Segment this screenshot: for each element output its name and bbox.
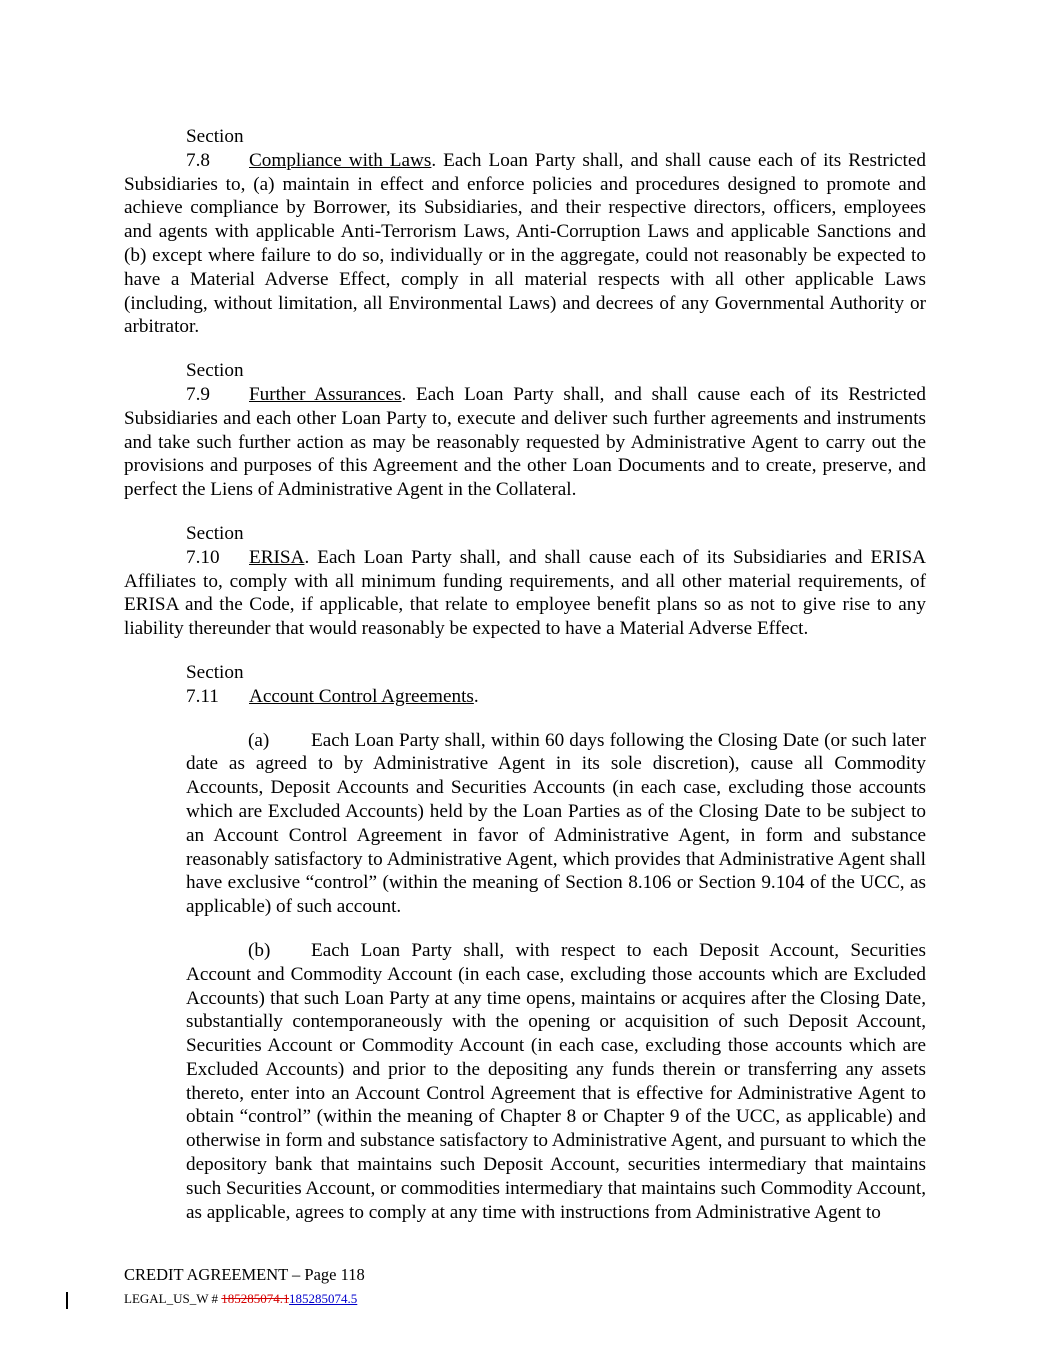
section-heading: Further Assurances — [249, 383, 402, 405]
footer-title: CREDIT AGREEMENT – Page 118 — [124, 1265, 365, 1284]
section-7-8 — [124, 125, 926, 339]
section-number: Section 7.11 — [186, 661, 244, 707]
document-id-inserted: 185285074.5 — [289, 1291, 358, 1306]
section-number: Section 7.10 — [186, 522, 244, 568]
subsection-text: Each Loan Party shall, with respect to each Deposit Account, Securities Account and Commodity Account (in each case, excluding those accounts which are Excluded Accounts) that such Loan Party at any time opens, maintains or acquires after the Closing Date, substantially contemporaneously with the opening or acquisition of such Deposit Account, Securities Account or Commodity Account (in each case, excluding those accounts which are Excluded Accounts) and prior to the depositing any funds therein or transferring any assets thereto, enter into an Account Control Agreement that is effective for Administrative Agent to obtain “control” (within the meaning of Chapter 8 or Chapter 9 of the UCC, as applicable) and otherwise in form and substance satisfactory to Administrative Agent, and pursuant to which the depository bank that maintains such Deposit Account, securities intermediary that maintains such Securities Account, or commodities intermediary that maintains such Commodity Account, as applicable, agrees to comply at any time with instructions from Administrative Agent to — [186, 939, 926, 1223]
section-number: Section 7.9 — [186, 360, 244, 405]
section-number: Section 7.8 — [186, 126, 244, 171]
page-footer — [124, 1265, 365, 1308]
subsection-text: Each Loan Party shall, within 60 days following the Closing Date (or such later date as agreed to by Administrative Agent in its sole discretion), cause all Commodity Accounts, Deposit Accounts and Securities Accounts (in each case, excluding those accounts which are Excluded Accounts) held by the Loan Parties as of the Closing Date to be subject to an Account Control Agreement in favor of Administrative Agent, in form and substance reasonably satisfactory to Administrative Agent, which provides that Administrative Agent shall have exclusive “control” (within the meaning of Section 8.106 or Section 9.104 of the UCC, as applicable) of such account. — [186, 729, 926, 918]
subsection-a — [186, 729, 926, 919]
document-body — [124, 125, 926, 1224]
section-text: . Each Loan Party shall, and shall cause each of its Restricted Subsidiaries and each other Loan Party to, execute and deliver such further agreements and instruments and take such further action as may be reasonably requested by Administrative Agent to carry out the provisions and purposes of this Agreement and the other Loan Documents and to create, preserve, and perfect the Liens of Administrative Agent in the Collateral. — [124, 383, 927, 501]
section-text: . — [473, 685, 479, 707]
section-heading: Compliance with Laws — [249, 149, 432, 171]
section-7-11 — [124, 661, 926, 709]
subsection-label: (b) — [248, 939, 271, 961]
section-heading: ERISA — [249, 546, 305, 568]
section-7-10 — [124, 522, 926, 641]
subsection-b — [186, 939, 926, 1225]
section-text: . Each Loan Party shall, and shall cause each of its Subsidiaries and ERISA Affiliates to, comply with all minimum funding requirements, and all other material requirements, of ERISA and the Code, if applicable, that relate to employee benefit plans so as not to give rise to any liability thereunder that would reasonably be expected to have a Material Adverse Effect. — [124, 546, 926, 640]
document-id-prefix: LEGAL_US_W # — [124, 1291, 222, 1306]
document-id — [124, 1290, 365, 1308]
document-id-deleted: 185285074.1 — [221, 1291, 290, 1306]
section-heading: Account Control Agreements — [249, 685, 474, 707]
section-7-9 — [124, 359, 926, 502]
section-text: . Each Loan Party shall, and shall cause each of its Restricted Subsidiaries to, (a) maintain in effect and enforce policies and procedures designed to promote and achieve compliance by Borrower, its Subsidiaries, and their respective directors, officers, employees and agents with applicable Anti-Terrorism Laws, Anti-Corruption Laws and applicable Sanctions and (b) except where failure to do so, individually or in the aggregate, could not reasonably be expected to have a Material Adverse Effect, comply in all material respects with all other applicable Laws (including, without limitation, all Environmental Laws) and decrees of any Governmental Authority or arbitrator. — [124, 149, 926, 338]
subsection-label: (a) — [248, 729, 270, 751]
change-bar — [66, 1292, 68, 1309]
